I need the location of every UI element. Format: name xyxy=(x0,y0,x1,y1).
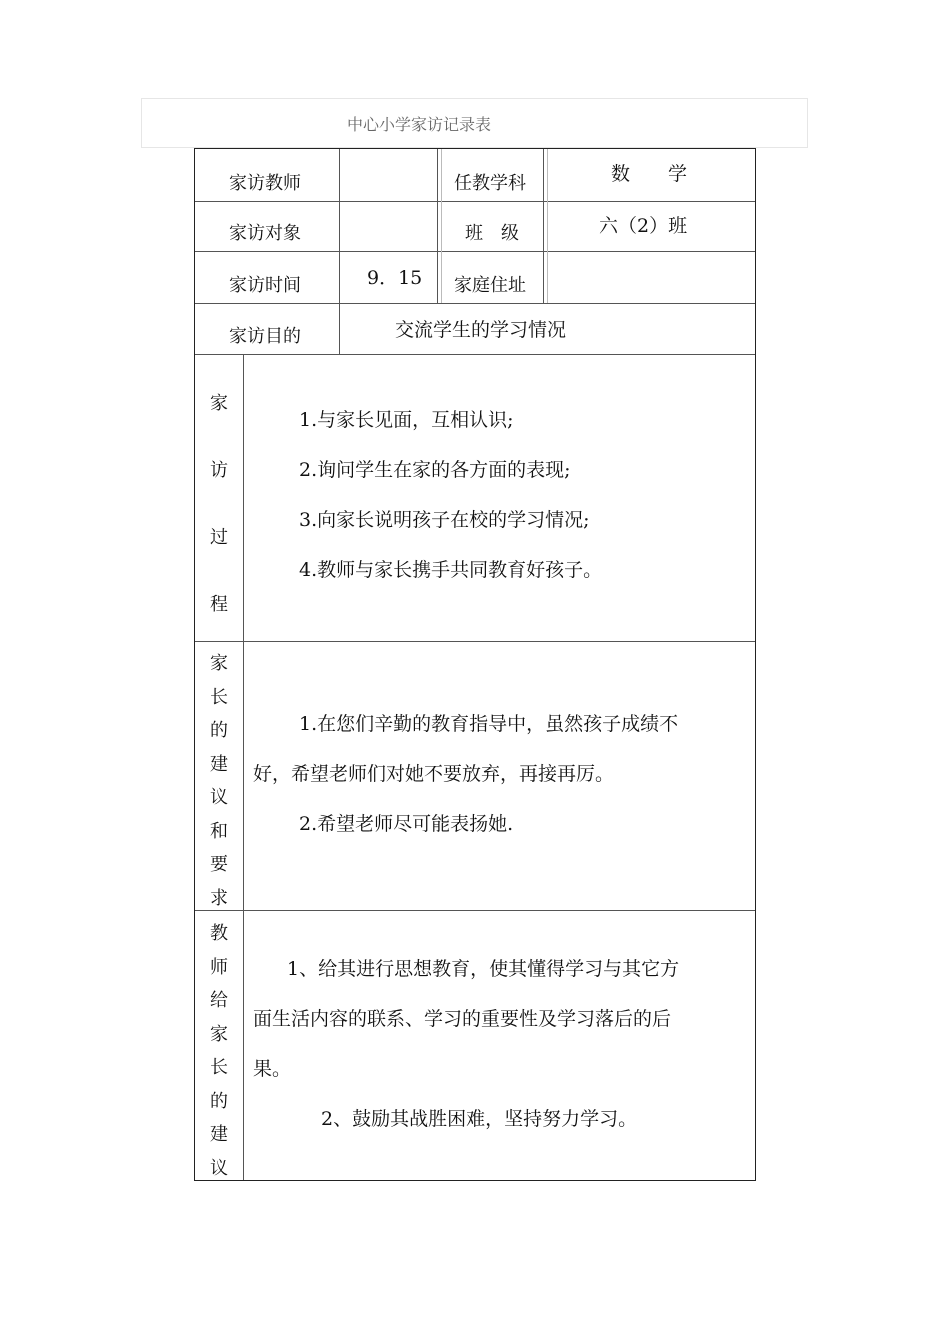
teacher-label-char: 的 xyxy=(210,1090,228,1112)
address-label: 家庭住址 xyxy=(454,275,526,296)
col-divider xyxy=(339,149,340,354)
parent-label-char: 要 xyxy=(210,854,228,875)
parent-suggestions-label xyxy=(209,649,229,917)
teacher-suggestion-line: 2、鼓励其战胜困难，坚持努力学习。 xyxy=(321,1108,638,1130)
parent-label-char: 和 xyxy=(210,820,228,842)
visit-record-table xyxy=(194,148,756,1181)
teacher-suggestion-line: 面生活内容的联系、学习的重要性及学习落后的后 xyxy=(253,1008,672,1030)
process-item: 4.教师与家长携手共同教育好孩子。 xyxy=(299,559,603,581)
subject-value: 数 学 xyxy=(611,163,688,185)
title-box xyxy=(141,98,808,148)
teacher-label: 家访教师 xyxy=(229,173,301,194)
teacher-label-char: 师 xyxy=(210,956,228,978)
teacher-label-char: 教 xyxy=(210,923,228,944)
teacher-label-char: 建 xyxy=(210,1124,228,1145)
parent-label-char: 长 xyxy=(210,686,228,708)
row-divider xyxy=(195,251,755,252)
teacher-label-char: 给 xyxy=(210,990,228,1011)
process-item: 2.询问学生在家的各方面的表现; xyxy=(299,459,571,481)
process-label-char: 访 xyxy=(210,460,228,481)
parent-label-char: 的 xyxy=(210,720,228,741)
subject-label: 任教学科 xyxy=(454,173,526,194)
time-label: 家访时间 xyxy=(229,275,301,296)
parent-label-char: 议 xyxy=(210,787,228,808)
process-label xyxy=(209,389,229,657)
parent-suggestion-line: 1.在您们辛勤的教育指导中，虽然孩子成绩不 xyxy=(299,713,679,735)
parent-label-char: 建 xyxy=(210,753,228,775)
parent-suggestion-line: 好，希望老师们对她不要放弃，再接再厉。 xyxy=(253,763,615,785)
time-value: 9．15 xyxy=(367,267,423,289)
col-divider xyxy=(547,149,548,303)
purpose-label: 家访目的 xyxy=(229,326,301,347)
row-divider xyxy=(195,354,755,355)
process-list xyxy=(299,395,602,595)
parent-suggestions-text xyxy=(253,699,753,849)
teacher-suggestions-label xyxy=(209,919,229,1187)
row-divider xyxy=(195,641,755,642)
process-item: 3.向家长说明孩子在校的学习情况; xyxy=(299,509,590,531)
col-divider xyxy=(243,354,244,1180)
page-title: 中心小学家访记录表 xyxy=(347,115,492,134)
process-label-char: 程 xyxy=(210,594,228,615)
target-label: 家访对象 xyxy=(229,223,301,244)
teacher-suggestion-line: 1、给其进行思想教育，使其懂得学习与其它方 xyxy=(287,958,680,980)
row-divider xyxy=(195,910,755,911)
teacher-label-char: 长 xyxy=(210,1057,228,1078)
teacher-suggestions-text xyxy=(253,944,753,1144)
class-label: 班 级 xyxy=(465,223,519,244)
teacher-label-char: 家 xyxy=(210,1023,228,1045)
teacher-suggestion-line: 果。 xyxy=(253,1058,292,1080)
col-divider xyxy=(437,149,438,303)
col-divider xyxy=(543,149,544,303)
class-value: 六（2）班 xyxy=(599,215,688,237)
process-label-char: 家 xyxy=(210,393,228,414)
purpose-value: 交流学生的学习情况 xyxy=(395,319,567,341)
parent-suggestion-line: 2.希望老师尽可能表扬她. xyxy=(299,813,514,835)
process-label-char: 过 xyxy=(210,527,228,548)
teacher-label-char: 议 xyxy=(210,1157,228,1179)
process-item: 1.与家长见面，互相认识; xyxy=(299,409,514,431)
row-divider xyxy=(195,303,755,304)
row-divider xyxy=(195,201,755,202)
parent-label-char: 求 xyxy=(210,887,228,909)
parent-label-char: 家 xyxy=(210,653,228,674)
col-divider xyxy=(441,149,442,303)
